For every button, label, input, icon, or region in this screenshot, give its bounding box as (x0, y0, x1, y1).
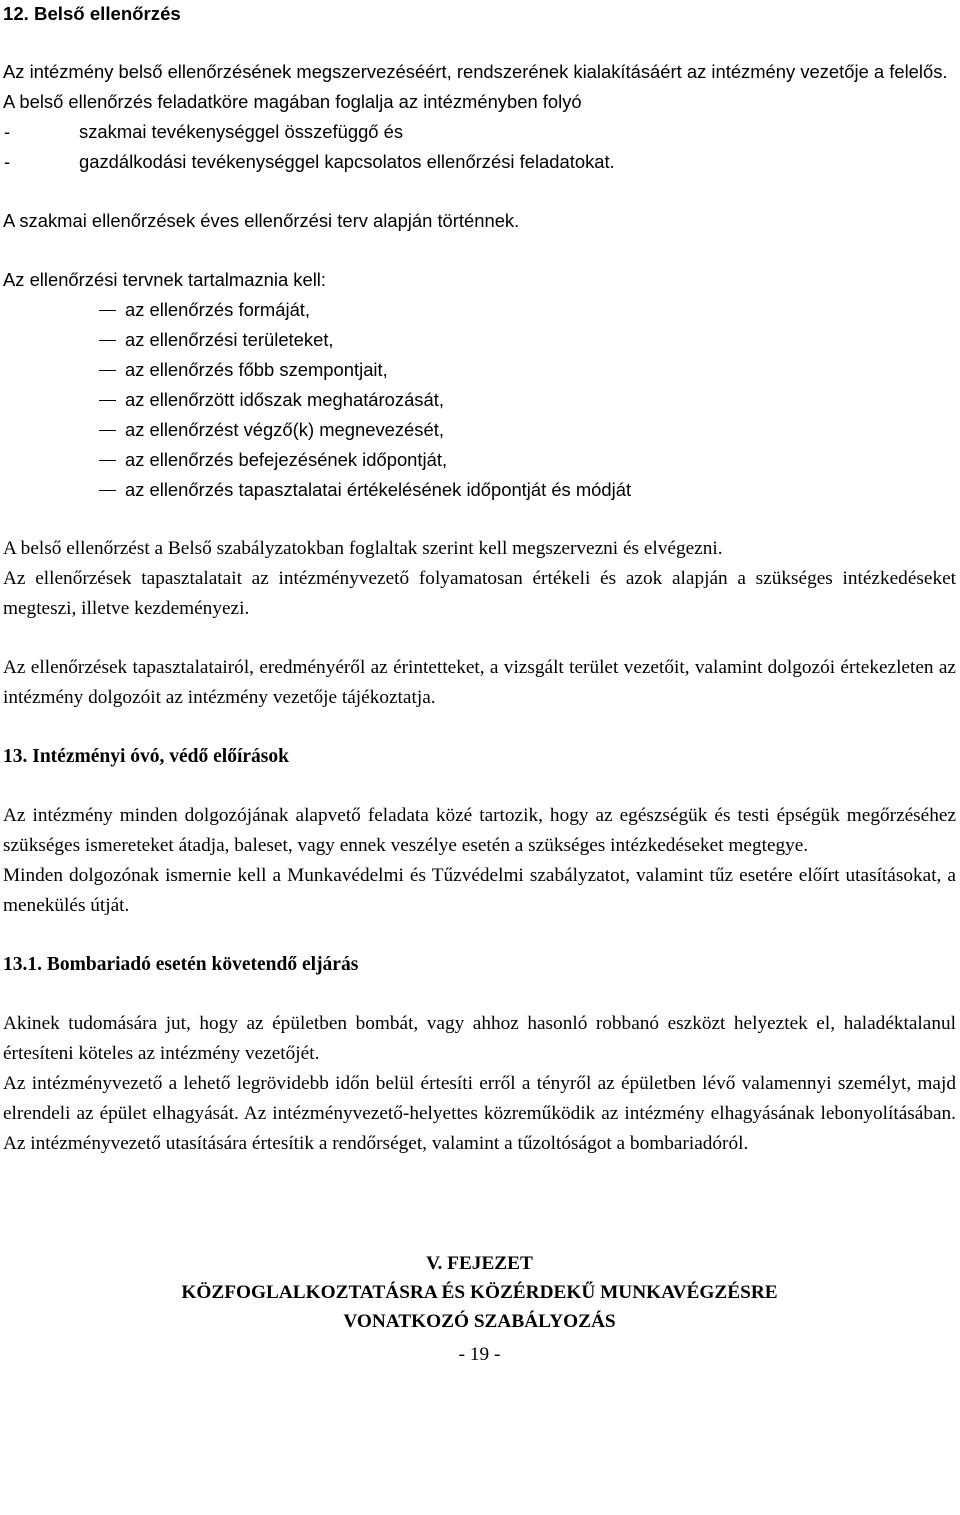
section-13-paragraph-2: Minden dolgozónak ismernie kell a Munkavédelmi és Tűzvédelmi szabályzatot, valamint tűz esetére előírt utasításokat, a menekülés útját. (3, 865, 956, 916)
list-item-text: gazdálkodási tevékenységgel kapcsolatos ellenőrzési feladatokat. (79, 151, 615, 172)
page-number: - 19 - (458, 1344, 501, 1365)
spacer (3, 980, 956, 1009)
dash-mark (99, 370, 116, 371)
list-item-text: az ellenőrzött időszak meghatározását, (125, 389, 444, 410)
list-item-text: az ellenőrzés főbb szempontjait, (125, 359, 388, 380)
hyphen-mark: - (4, 151, 11, 172)
plan-intro: Az ellenőrzési tervnek tartalmaznia kell: (3, 269, 326, 290)
spacer (3, 177, 956, 206)
chapter-title-line-2: VONATKOZÓ SZABÁLYOZÁS (343, 1311, 616, 1332)
list-item-text: szakmai tevékenységgel összefüggő és (79, 121, 404, 142)
list-item (3, 355, 956, 385)
spacer (3, 1159, 956, 1249)
section-13-1-paragraph-2: Az intézményvezető a lehető legrövidebb időn belül értesíti erről a tényről az épületben lévő valamennyi személyt, majd elrendeli az épület elhagyását. Az intézményvezető-helyettes közreműködik az intézmény elhagyásának lebonyolításában. Az intézményvezető utasítására értesítik a rendőrséget, valamint a tűzoltóságot a bombariadóról. (3, 1073, 956, 1154)
dash-mark (99, 310, 116, 311)
list-item (3, 117, 956, 147)
spacer (3, 772, 956, 801)
section-13-paragraph-1: Az intézmény minden dolgozójának alapvető feladata közé tartozik, hogy az egészségük és testi épségük megőrzéséhez szükséges ismereteket átadja, baleset, vagy ennek veszélye esetén a szükséges intézkedéseket megtegye. (3, 805, 956, 856)
section-13-1-heading: 13.1. Bombariadó esetén követendő eljárás (3, 954, 359, 975)
spacer (3, 921, 956, 950)
section-13-1-block (3, 1009, 956, 1159)
plan-items-list (3, 295, 956, 505)
spacer (3, 505, 956, 534)
dash-mark (99, 430, 116, 431)
list-item (3, 325, 956, 355)
list-item-text: az ellenőrzési területeket, (125, 329, 334, 350)
section-12-paragraph-3: A szakmai ellenőrzések éves ellenőrzési terv alapján történnek. (3, 210, 520, 231)
list-item (3, 415, 956, 445)
section-12-sans-block (3, 57, 956, 505)
chapter-heading (3, 1249, 956, 1336)
list-item-text: az ellenőrzés formáját, (125, 299, 311, 320)
section-12-serif-block (3, 534, 956, 713)
list-item (3, 475, 956, 505)
dash-mark (99, 490, 116, 491)
section-12-paragraph-4: A belső ellenőrzést a Belső szabályzatokban foglaltak szerint kell megszervezni és elvégezni. (3, 538, 723, 559)
section-12-heading: 12. Belső ellenőrzés (3, 3, 181, 24)
hyphen-mark: - (4, 121, 11, 142)
section-13-block (3, 801, 956, 921)
spacer (3, 236, 956, 265)
spacer (3, 29, 956, 57)
list-item (3, 295, 956, 325)
section-12-paragraph-2: A belső ellenőrzés feladatköre magában foglalja az intézményben folyó (3, 91, 582, 112)
spacer (3, 624, 956, 653)
section-13-1-paragraph-1: Akinek tudomására jut, hogy az épületben bombát, vagy ahhoz hasonló robbanó eszközt helyeztek el, haladéktalanul értesíteni köteles az intézmény vezetőjét. (3, 1013, 956, 1064)
list-item-text: az ellenőrzést végző(k) megnevezését, (125, 419, 444, 440)
dash-mark (99, 460, 116, 461)
chapter-number: V. FEJEZET (426, 1253, 533, 1274)
list-item-text: az ellenőrzés tapasztalatai értékelésének időpontját és módját (125, 479, 632, 500)
spacer (3, 713, 956, 742)
list-item (3, 147, 956, 177)
dash-mark (99, 400, 116, 401)
section-13-heading: 13. Intézményi óvó, védő előírások (3, 746, 289, 767)
section-12-paragraph-1: Az intézmény belső ellenőrzésének megszervezéséért, rendszerének kialakításáért az intézmény vezetője a felelős. (3, 61, 948, 82)
section-12-paragraph-5: Az ellenőrzések tapasztalatait az intézményvezető folyamatosan értékeli és azok alapján a szükséges intézkedéseket megteszi, illetve kezdeményezi. (3, 568, 956, 619)
chapter-title-line-1: KÖZFOGLALKOZTATÁSRA ÉS KÖZÉRDEKŰ MUNKAVÉGZÉSRE (181, 1282, 778, 1303)
section-12-bullet-list (3, 117, 956, 177)
list-item (3, 445, 956, 475)
section-12-paragraph-6: Az ellenőrzések tapasztalatairól, eredményéről az érintetteket, a vizsgált terület vezetőit, valamint dolgozói értekezleten az intézmény dolgozóit az intézmény vezetője tájékoztatja. (3, 657, 956, 708)
dash-mark (99, 340, 116, 341)
list-item (3, 385, 956, 415)
list-item-text: az ellenőrzés befejezésének időpontját, (125, 449, 448, 470)
